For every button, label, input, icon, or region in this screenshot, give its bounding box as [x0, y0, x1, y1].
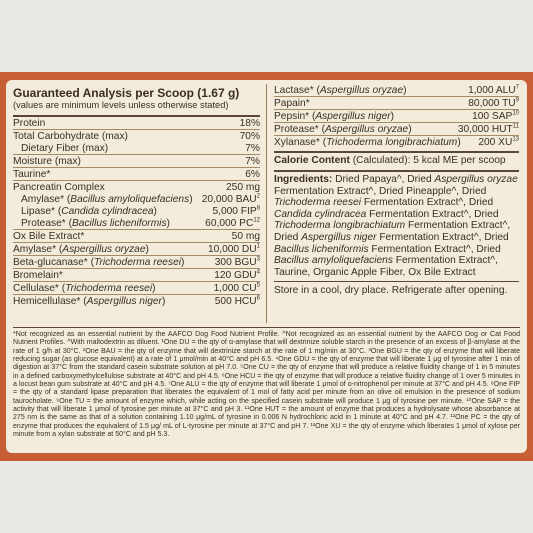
nutrient-row-moisture: Moisture (max) 7%	[13, 155, 260, 167]
nutrient-row-beta-glucanase: Beta-glucanase* (Trichoderma reesei) 300 BGU$^3$	[13, 256, 260, 268]
nutrient-row-protease-bacillus: Protease* (Bacillus licheniformis) 60,000 PC$^{12}$	[21, 217, 260, 229]
nutrient-row-pancreatin: Pancreatin Complex 250 mg	[13, 181, 260, 193]
nutrient-row-papain: Papain* 80,000 $TU^9$	[274, 97, 519, 109]
nutrient-row-fiber: Dietary Fiber (max) 7%	[21, 142, 260, 154]
nutrition-panel	[6, 80, 527, 453]
nutrient-row-lactase: Lactase* (Aspergillus oryzae) 1,000 ALU$^7$	[274, 84, 519, 96]
storage-instructions: Store in a cool, dry place. Refrigerate after opening.	[274, 281, 519, 297]
panel-title: Guaranteed Analysis per Scoop (1.67 g)	[13, 86, 240, 100]
nutrient-row-ox-bile: Ox Bile Extract* 50 mg	[13, 230, 260, 242]
enzymes-and-ingredients	[266, 84, 519, 323]
calorie-content: Calorie Content (Calculated): 5 kcal ME per scoop	[274, 155, 506, 166]
nutrient-row-carbohydrate: Total Carbohydrate (max) 70%	[13, 130, 260, 142]
panel-subtitle: (values are minimum levels unless otherwise stated)	[13, 100, 229, 110]
guaranteed-analysis	[13, 84, 266, 323]
nutrient-row-lipase: Lipase* (Candida cylindracea) 5,000 FIP$^8$	[21, 205, 260, 217]
analysis-columns	[13, 84, 520, 323]
nutrient-row-cellulase: Cellulase* (Trichoderma reesei) 1,000 $CU^5$	[13, 282, 260, 294]
nutrient-row-protein: Protein 18%	[13, 115, 260, 129]
nutrient-row-amylase-bacillus: Amylase* (Bacillus amyloliquefaciens) 20,000 BAU$^2$	[21, 193, 260, 205]
nutrient-row-hemicellulase: Hemicellulase* (Aspergillus niger) 500 HCU$^6$	[13, 295, 260, 307]
nutrient-row-bromelain: Bromelain* 120 GDU$^4$	[13, 269, 260, 281]
footnotes: *Not recognized as an essential nutrient by the AAFCO Dog Food Nutrient Profile. ^Not recognized as an essential nutrient by the AAFCO Dog or Cat Food Nutrient Profiles. ^With maltodextrin as diluent. ¹One DU = the qty of α-amylase that will dextrinize soluble starch in the presence of an excess of β-amylase at the rate of 1 g/h at 30°C. ²One BAU = the qty of enzyme that will dextrinize starch at the rate of 1 mg/min at 30°C. ³One BGU = the qty of enzyme that will liberate reducing sugar (as glucose equivalent) at a rate of 1 μmol/min at 40°C and pH 6.5. ⁴One GDU = the qty of enzyme that will liberate 1 μg of tyrosine after 1 min of digestion at 37°C from the standard casein substrate solution at pH 7.0. ⁵One CU = the qty of enzyme that will produce a relative fluidity change of 1 in 5 minutes in a defined carboxymethylcellulose substrate at 40°C and pH 4.5. ⁶One HCU = the qty of enzyme that will produce a relative fluidity change of 1 over 5 minutes in a locust bean gum substrate at 40°C and pH 4.5. ⁷One ALU = the qty of enzyme that will liberate 1 μmol of o-nitrophenol per minute at 37°C and pH 4.5. ⁸One FIP = the qty of a standard lipase preparation that liberates the equivalent of 1 mol of fatty acid per minute from an olive oil emulsion in the presence of sodium taurocholate. ⁹One TU = the amount of enzyme which, while acting on the specified casein substrate will produce 1 μg of tyrosine per minute. ¹⁰One SAP = the activity that will liberate 1 μmol of tyrosine per minute at 37°C and pH 3. ¹¹One HUT = the amount of enzyme that produces a hydrolysate whose absorbance at 275 nm is the same as that of a solution containing 1.10 μg/mL of tyrosine in 0.006 N hydrochloric acid in 1 minute at 40°C and pH 4.7. ¹²One PC = the qty of enzyme that produces the equivalent of 1.5 μg/ mL of L-tyrosine per minute at 37°C and pH 7. ¹³One XU = the qty of enzyme which liberates 1 μmol of xylose per minute from a xylan substrate at 50°C and pH 5.3.	[13, 327, 520, 439]
nutrient-row-xylanase: Xylanase* (Trichoderma longibrachiatum) 200 XU$^{13}$	[274, 136, 519, 148]
section-divider	[274, 170, 519, 172]
nutrient-row-pepsin: Pepsin* (Aspergillus niger) 100 SAP$^{10}$	[274, 110, 519, 122]
ingredients-list: Ingredients: Dried Papaya^, Dried Aspergillus oryzae Fermentation Extract^, Dried Pineapple^, Dried Trichoderma reesei Fermentation Extract^, Dried Candida cylindracea Fermentation Extract^, Dried Trichoderma longibrachiatum Fermentation Extract^, Dried Aspergillus niger Fermentation Extract^, Dried Bacillus licheniformis Fermentation Extract^, Dried Bacillus amyloliquefaciens Fermentation Extract^, Taurine, Organic Apple Fiber, Ox Bile Extract	[274, 174, 518, 278]
nutrient-row-protease-aspergillus: Protease* (Aspergillus oryzae) 30,000 HUT$^{11}$	[274, 123, 519, 135]
nutrient-row-amylase-aspergillus: Amylase* (Aspergillus oryzae) 10,000 $DU^1$	[13, 243, 260, 255]
nutrient-row-taurine: Taurine* 6%	[13, 168, 260, 180]
section-divider	[274, 151, 519, 153]
